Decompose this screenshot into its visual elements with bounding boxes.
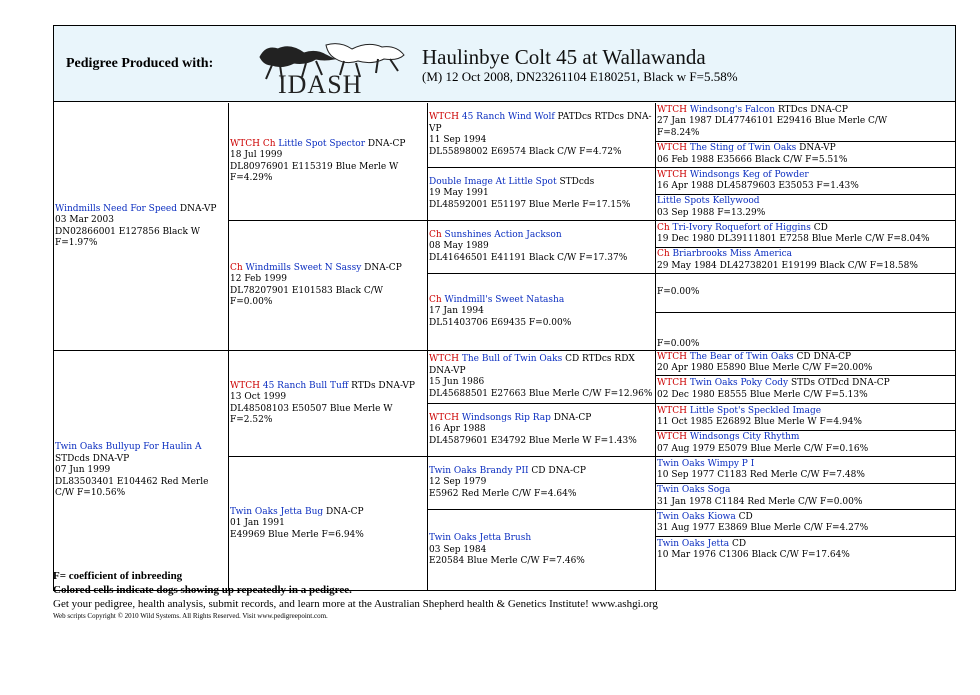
- row-divider: [228, 220, 955, 221]
- row-divider: [655, 141, 955, 142]
- gen3-cell: Ch Windmill's Sweet Natasha 17 Jan 1994 DL51403706 E69435 F=0.00%: [429, 294, 572, 328]
- footer-ashgi-link[interactable]: Get your pedigree, health analysis, submit records, and learn more at the Australian Shepherd health & Genetics Institute! www.ashgi.org: [53, 598, 658, 610]
- gen3-cell: Twin Oaks Jetta Brush 03 Sep 1984 E20584 Blue Merle C/W F=7.46%: [429, 533, 585, 567]
- dog-name-link[interactable]: Twin Oaks Jetta: [657, 538, 730, 549]
- dog-name-link[interactable]: Windsong's Falcon: [689, 104, 776, 115]
- row-divider: [655, 483, 955, 484]
- dog-name-link[interactable]: Windmill's Sweet Natasha: [444, 294, 565, 305]
- dog-name-link[interactable]: The Bull of Twin Oaks: [461, 354, 563, 364]
- gen4-cell: Twin Oaks Wimpy P I 10 Sep 1977 C1183 Red Merle C/W F=7.48%: [657, 458, 865, 480]
- gen4-cell: Twin Oaks Kiowa CD 31 Aug 1977 E3869 Blue Merle C/W F=4.27%: [657, 511, 869, 533]
- gen3-cell: WTCH Windsongs Rip Rap DNA-CP 16 Apr 1988 DL45879601 E34792 Blue Merle W F=1.43%: [429, 412, 637, 446]
- pedigree-footer: [53, 569, 953, 621]
- gen4-cell: WTCH Little Spot's Speckled Image 11 Oct 1985 E26892 Blue Merle W F=4.94%: [657, 405, 862, 427]
- dog-name-link[interactable]: Twin Oaks Soga: [657, 485, 731, 495]
- row-divider: [655, 375, 955, 376]
- gen4-cell: WTCH Windsongs Keg of Powder 16 Apr 1988 DL45879603 E35053 F=1.43%: [657, 169, 859, 191]
- gen3-cell: WTCH 45 Ranch Wind Wolf PATDcs RTDcs DNA-VP 11 Sep 1994 DL55898002 E69574 Black C/W F=4.72%: [429, 112, 652, 157]
- gen3-cell: Ch Sunshines Action Jackson 08 May 1989 DL41646501 E41191 Black C/W F=17.37%: [429, 229, 628, 263]
- dog-name-link[interactable]: Twin Oaks Jetta Brush: [429, 533, 532, 544]
- gen2-cell: Ch Windmills Sweet N Sassy DNA-CP 12 Feb 1999 DL78207901 E101583 Black C/W F=0.00%: [230, 262, 402, 307]
- dog-name-link[interactable]: Twin Oaks Bullyup For Haulin A: [55, 442, 202, 453]
- gen2-cell: WTCH 45 Ranch Bull Tuff RTDs DNA-VP 13 Oct 1999 DL48508103 E50507 Blue Merle W F=2.52%: [230, 380, 415, 425]
- pedigree-title: Haulinbye Colt 45 at Wallawanda: [422, 45, 706, 69]
- row-divider: [427, 403, 955, 404]
- gen2-cell: Twin Oaks Jetta Bug DNA-CP 01 Jan 1991 E49969 Blue Merle F=6.94%: [230, 506, 364, 540]
- row-divider: [655, 430, 955, 431]
- row-divider: [655, 247, 955, 248]
- gen4-cell: WTCH Twin Oaks Poky Cody STDs OTDcd DNA-CP 02 Dec 1980 E8555 Blue Merle C/W F=5.13%: [657, 378, 890, 400]
- gen4-cell: Ch Tri-Ivory Roquefort of Higgins CD 19 Dec 1980 DL39111801 E7258 Blue Merle C/W F=8.04%: [657, 222, 930, 244]
- gen4-cell: Twin Oaks Jetta CD 10 Mar 1976 C1306 Black C/W F=17.64%: [657, 538, 850, 560]
- gen2-cell: WTCH Ch Little Spot Spector DNA-CP 18 Jul 1999 DL80976901 E115319 Blue Merle W F=4.29%: [230, 138, 406, 183]
- dog-name-link[interactable]: 45 Ranch Bull Tuff: [262, 380, 349, 391]
- row-divider: [427, 167, 955, 168]
- gen1-sire-cell: Windmills Need For Speed DNA-VP 03 Mar 2003 DN02866001 E127856 Black W F=1.97%: [55, 203, 217, 248]
- pedigree-header: [54, 26, 955, 102]
- dog-name-link[interactable]: The Bear of Twin Oaks: [689, 351, 794, 362]
- gen1-dam-cell: Twin Oaks Bullyup For Haulin A STDcds DNA-VP 07 Jun 1999 DL83503401 E104462 Red Merle C/W F=10.56%: [55, 442, 209, 499]
- gen4-cell: WTCH Windsong's Falcon RTDcs DNA-CP 27 Jan 1987 DL47746101 E29416 Blue Merle C/W F=8.24%: [657, 104, 888, 138]
- dog-name-link[interactable]: Twin Oaks Brandy PII: [429, 465, 529, 476]
- gen4-cell: WTCH The Bear of Twin Oaks CD DNA-CP 20 Apr 1980 E5890 Blue Merle C/W F=20.00%: [657, 351, 873, 373]
- pedigree-sheet: [53, 25, 956, 591]
- dog-name-link[interactable]: The Sting of Twin Oaks: [689, 143, 797, 153]
- dog-name-link[interactable]: Windsongs Keg of Powder: [689, 169, 809, 180]
- dog-name-link[interactable]: Windmills Sweet N Sassy: [245, 262, 362, 273]
- pedigree-subtitle: (M) 12 Oct 2008, DN23261104 E180251, Black w F=5.58%: [422, 69, 738, 84]
- idash-logo-text: IDASH: [278, 70, 363, 99]
- row-divider: [228, 456, 955, 457]
- column-divider: [228, 103, 229, 591]
- dog-name-link[interactable]: Twin Oaks Kiowa: [657, 511, 736, 522]
- dog-name-link[interactable]: Double Image At Little Spot: [429, 176, 557, 187]
- row-divider: [655, 536, 955, 537]
- column-divider: [427, 103, 428, 591]
- dog-name-link[interactable]: 45 Ranch Wind Wolf: [461, 112, 555, 122]
- gen3-cell: Double Image At Little Spot STDcds 19 May 1991 DL48592001 E51197 Blue Merle F=17.15%: [429, 176, 631, 210]
- dog-name-link[interactable]: Tri-Ivory Roquefort of Higgins: [672, 222, 811, 233]
- produced-with-label: Pedigree Produced with:: [66, 56, 214, 71]
- dog-name-link[interactable]: Windsongs Rip Rap: [461, 412, 551, 423]
- gen3-cell: WTCH The Bull of Twin Oaks CD RTDcs RDX DNA-VP 15 Jun 1986 DL45688501 E27663 Blue Merle C/W F=12.96%: [429, 354, 653, 399]
- row-divider: [427, 273, 955, 274]
- row-divider: [655, 312, 955, 313]
- gen4-cell: WTCH The Sting of Twin Oaks DNA-VP 06 Feb 1988 E35666 Black C/W F=5.51%: [657, 143, 848, 165]
- gen4-cell: F=0.00%: [657, 287, 700, 298]
- dog-name-link[interactable]: Little Spots Kellywood: [657, 196, 760, 206]
- row-divider: [54, 350, 955, 351]
- gen3-cell: Twin Oaks Brandy PII CD DNA-CP 12 Sep 1979 E5962 Red Merle C/W F=4.64%: [429, 465, 586, 499]
- dog-name-link[interactable]: Little Spot Spector: [278, 138, 366, 149]
- row-divider: [655, 194, 955, 195]
- dog-name-link[interactable]: Windsongs City Rhythm: [689, 432, 800, 442]
- dog-name-link[interactable]: Sunshines Action Jackson: [444, 229, 562, 240]
- dog-name-link[interactable]: Twin Oaks Poky Cody: [689, 378, 789, 388]
- dog-name-link[interactable]: Briarbrooks Miss America: [672, 249, 792, 259]
- footer-inbreeding-note: F= coefficient of inbreeding: [53, 570, 183, 582]
- row-divider: [427, 509, 955, 510]
- gen4-cell: Little Spots Kellywood 03 Sep 1988 F=13.29%: [657, 196, 766, 218]
- dog-name-link[interactable]: Twin Oaks Wimpy P I: [657, 458, 755, 469]
- footer-copyright: Web scripts Copyright © 2010 Wild Systems. All Rights Reserved. Visit www.pedigreepoint.com.: [53, 612, 328, 620]
- dog-name-link[interactable]: Little Spot's Speckled Image: [689, 405, 822, 416]
- column-divider: [655, 103, 656, 591]
- gen4-cell: F=0.00%: [657, 338, 700, 349]
- dog-name-link[interactable]: Windmills Need For Speed: [55, 203, 178, 214]
- gen4-cell: Ch Briarbrooks Miss America 29 May 1984 DL42738201 E19199 Black C/W F=18.58%: [657, 249, 918, 271]
- gen4-cell: Twin Oaks Soga 31 Jan 1978 C1184 Red Merle C/W F=0.00%: [657, 485, 863, 507]
- gen4-cell: WTCH Windsongs City Rhythm 07 Aug 1979 E5079 Blue Merle C/W F=0.16%: [657, 432, 869, 454]
- dog-name-link[interactable]: Twin Oaks Jetta Bug: [230, 506, 324, 517]
- footer-colored-cells-note: Colored cells indicate dogs showing up repeatedly in a pedigree.: [53, 584, 352, 596]
